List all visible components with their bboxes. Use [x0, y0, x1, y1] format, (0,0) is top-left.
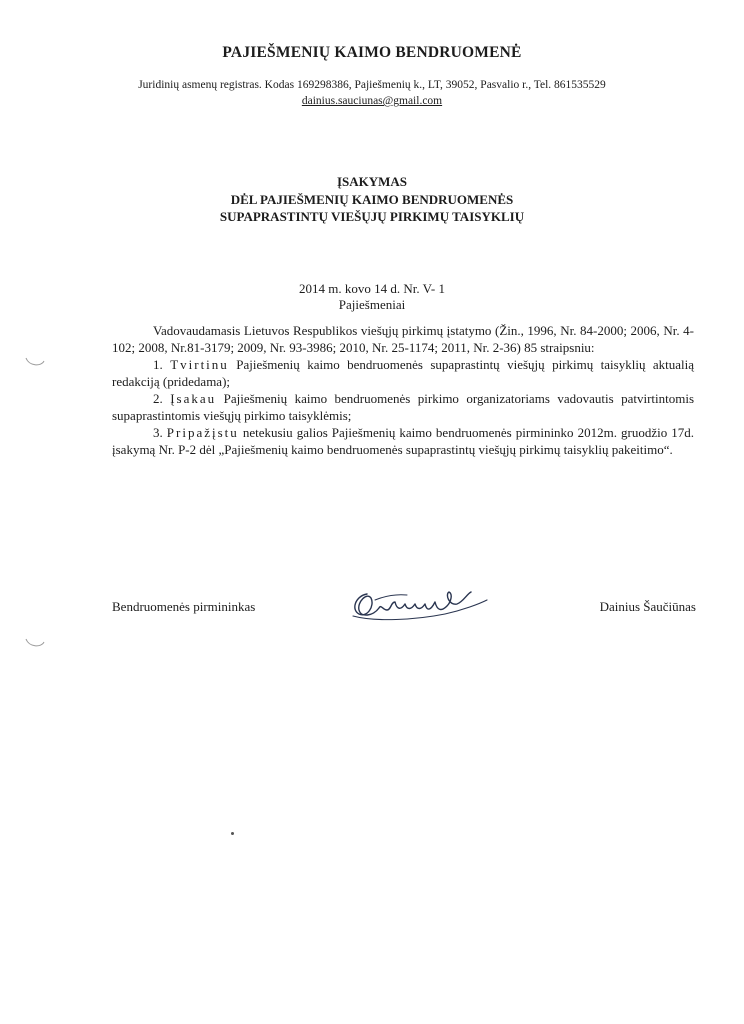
contact-email: dainius.sauciunas@gmail.com [301, 95, 443, 107]
item-3-verb: Pripažįstu [166, 425, 239, 440]
document-subject-line-2: SUPAPRASTINTŲ VIEŠŲJŲ PIRKIMŲ TAISYKLIŲ [219, 209, 525, 224]
body-item-1 [112, 356, 694, 390]
signatory-name: Dainius Šaučiūnas [599, 599, 696, 614]
document-type: ĮSAKYMAS [336, 174, 408, 189]
punch-hole-mark-icon [24, 355, 46, 369]
item-2-number: 2. [153, 391, 163, 406]
scan-speck [231, 832, 234, 835]
body-item-3 [112, 424, 694, 458]
item-2-verb: Įsakau [170, 391, 217, 406]
document-date-number: 2014 m. kovo 14 d. Nr. V- 1 [299, 281, 445, 296]
body-intro: Vadovaudamasis Lietuvos Respublikos viešųjų pirkimų įstatymo (Žin., 1996, Nr. 84-2000; 2006, Nr. 4-102; 2008, Nr.81-3179; 2009, Nr. 93-3986; 2010, Nr. 25-1174; 2011, Nr. 2-36) 85 straipsniu: [112, 323, 694, 355]
signatory-role: Bendruomenės pirmininkas [112, 599, 256, 614]
contact-email-line [0, 95, 744, 107]
item-1-text: Pajiešmenių kaimo bendruomenės supaprastintų viešųjų pirkimų taisyklių aktualią redakciją (pridedama); [112, 357, 695, 389]
document-place: Pajiešmeniai [338, 297, 406, 312]
document-subject [0, 191, 744, 225]
item-1-number: 1. [153, 357, 163, 372]
item-3-text: netekusiu galios Pajiešmenių kaimo bendruomenės pirmininko 2012m. gruodžio 17d. įsakymą Nr. P-2 dėl „Pajiešmenių kaimo bendruomenės supaprastintų viešųjų pirkimų taisyklių pakeitimo“. [112, 425, 695, 457]
document-subject-line-1: DĖL PAJIEŠMENIŲ KAIMO BENDRUOMENĖS [230, 192, 514, 207]
punch-hole-mark-icon [24, 636, 46, 650]
handwritten-signature-icon [345, 580, 495, 630]
organization-name: PAJIEŠMENIŲ KAIMO BENDRUOMENĖ [222, 44, 522, 61]
registry-info: Juridinių asmenų registras. Kodas 169298386, Pajiešmenių k., LT, 39052, Pasvalio r., Tel. 861535529 [138, 79, 606, 91]
item-3-number: 3. [153, 425, 163, 440]
item-1-verb: Tvirtinu [170, 357, 229, 372]
item-2-text: Pajiešmenių kaimo bendruomenės pirkimo organizatoriams vadovautis patvirtintomis supaprastintomis viešųjų pirkimo taisyklėmis; [112, 391, 695, 423]
body-item-2 [112, 390, 694, 424]
document-body [112, 322, 694, 458]
